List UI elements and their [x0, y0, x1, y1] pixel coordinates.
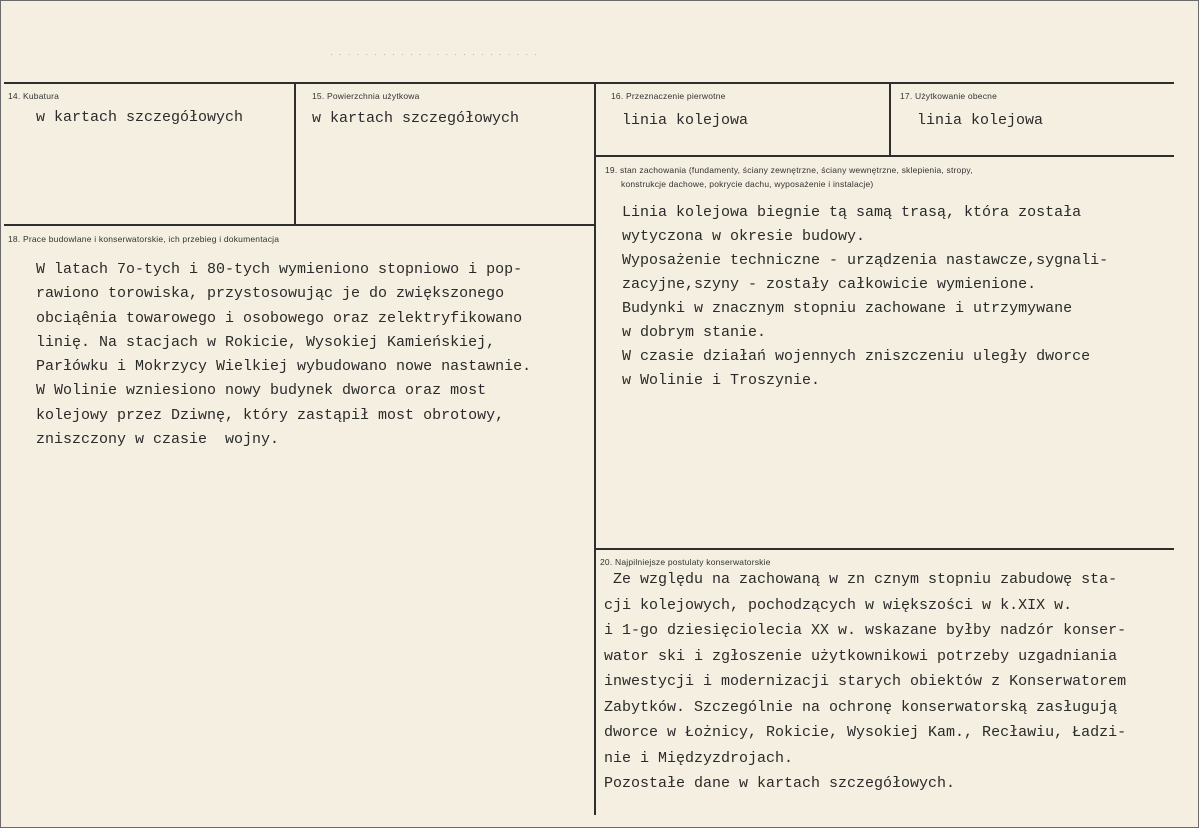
field-18-label: 18. Prace budowlane i konserwatorskie, ich przebieg i dokumentacja: [8, 234, 280, 244]
field-20-label: 20. Najpilniejsze postulaty konserwatorskie: [600, 557, 771, 567]
field-17-value: linia kolejowa: [917, 112, 1044, 129]
text-line: w dobrym stanie.: [622, 324, 767, 341]
text-line: nie i Międzyzdrojach.: [604, 749, 794, 767]
text-line: W latach 7o-tych i 80-tych wymieniono stopniowo i pop-: [36, 261, 523, 278]
rule-above-18: [4, 224, 596, 226]
text-line: Parłówku i Mokrzycy Wielkiej wybudowano nowe nastawnie.: [36, 358, 532, 376]
text-line: zacyjne,szyny - zostały całkowicie wymienione.: [622, 276, 1037, 293]
text-line: inwestycji i modernizacji starych obiektów z Konserwatorem: [604, 673, 1127, 690]
rule-above-20: [594, 548, 1174, 550]
text-line: zniszczony w czasie wojny.: [36, 431, 280, 449]
text-line: w Wolinie i Troszynie.: [622, 372, 821, 389]
text-line: wator ski i zgłoszenie użytkownikowi potrzeby uzgadniania: [604, 647, 1118, 665]
text-line: rawiono torowiska, przystosowując je do zwiększonego: [36, 285, 505, 303]
text-line: i 1-go dziesięciolecia XX w. wskazane byłby nadzór konser-: [604, 622, 1127, 639]
divider-main-column: [594, 82, 596, 815]
field-19-label: 19. stan zachowania (fundamenty, ściany zewnętrzne, ściany wewnętrzne, sklepienia, stropy,: [605, 165, 973, 175]
text-line: Pozostałe dane w kartach szczegółowych.: [604, 775, 956, 792]
divider-16-17: [889, 82, 891, 156]
text-line: linię. Na stacjach w Rokicie, Wysokiej Kamieńskiej,: [36, 333, 496, 351]
field-16-value: linia kolejowa: [622, 112, 749, 129]
field-14-label: 14. Kubatura: [8, 91, 60, 101]
text-line: W czasie działań wojennych zniszczeniu uległy dworce: [622, 348, 1091, 365]
field-17-label: 17. Użytkowanie obecne: [900, 91, 998, 101]
divider-14-15: [294, 82, 296, 224]
field-19-label-cont: konstrukcje dachowe, pokrycie dachu, wyposażenie i instalacje): [621, 179, 874, 189]
field-14-value: w kartach szczegółowych: [36, 109, 244, 126]
text-line: wytyczona w okresie budowy.: [622, 228, 866, 245]
text-line: kolejowy przez Dziwnę, który zastąpił most obrotowy,: [36, 406, 505, 424]
text-line: Ze względu na zachowaną w zn cznym stopniu zabudowę sta-: [604, 571, 1118, 588]
text-line: obciąênia towarowego i osobowego oraz zelektryfikowano: [36, 309, 523, 327]
text-line: Budynki w znacznym stopniu zachowane i utrzymywane: [622, 300, 1073, 317]
text-line: cji kolejowych, pochodzących w większości w k.XIX w.: [604, 596, 1073, 614]
top-rule: [4, 82, 1174, 84]
rule-above-19: [594, 155, 1174, 157]
bleed-through-marks: · · · · · · · · · · · · · · · · · · · · · · · ·: [330, 50, 540, 59]
text-line: Wyposażenie techniczne - urządzenia nastawcze,sygnali-: [622, 252, 1109, 269]
field-15-label: 15. Powierzchnia użytkowa: [312, 91, 420, 101]
field-20-text: [604, 567, 1126, 797]
field-16-label: 16. Przeznaczenie pierwotne: [611, 91, 726, 101]
text-line: Zabytków. Szczególnie na ochronę konserwatorską zasługują: [604, 698, 1118, 716]
text-line: dworce w Łożnicy, Rokicie, Wysokiej Kam., Recławiu, Ładzi-: [604, 724, 1127, 741]
text-line: Linia kolejowa biegnie tą samą trasą, która została: [622, 204, 1082, 221]
field-18-text: [36, 258, 531, 452]
text-line: W Wolinie wzniesiono nowy budynek dworca oraz most: [36, 382, 487, 400]
field-15-value: w kartach szczegółowych: [312, 110, 520, 127]
field-19-text: [622, 201, 1108, 393]
